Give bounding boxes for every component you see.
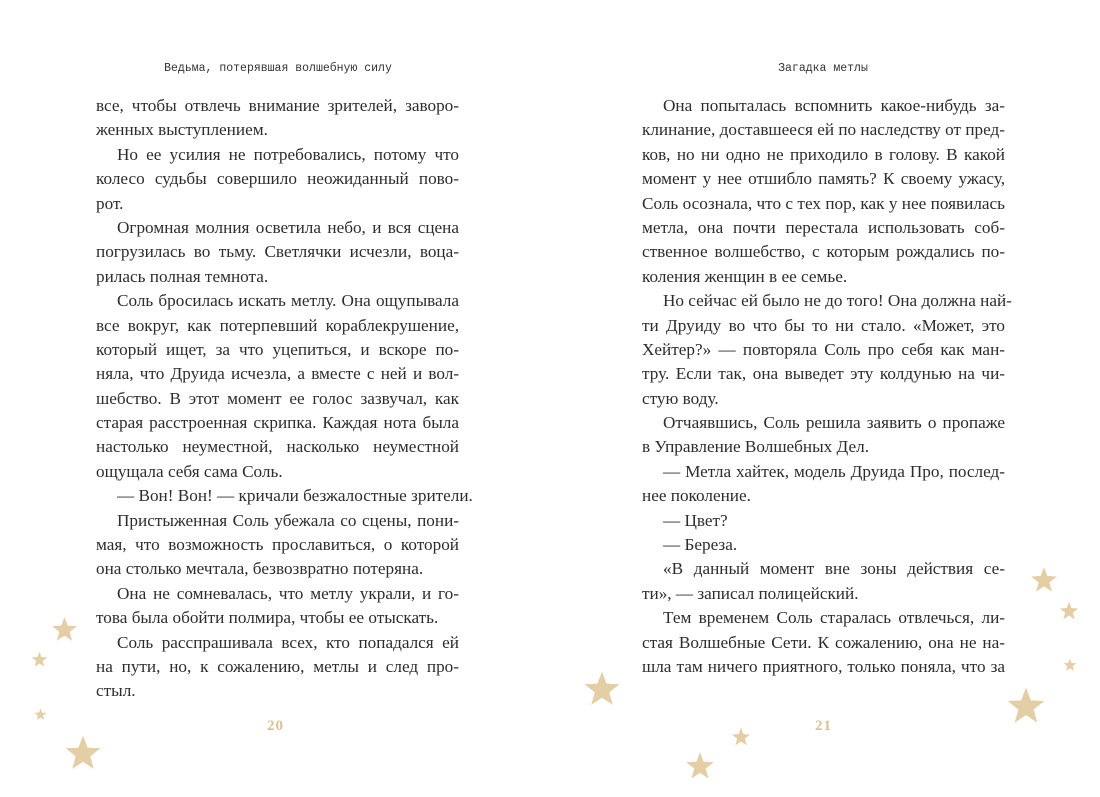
running-head-left: Ведьма, потерявшая волшебную силу: [164, 62, 392, 75]
text-line: она столько мечтала, безвозвратно потеряна.: [96, 559, 424, 579]
text-line: рот.: [96, 193, 124, 213]
text-line: — Цвет?: [663, 510, 728, 530]
text-line: — Береза.: [663, 535, 738, 555]
text-line: все вокруг, как потерпевший кораблекрушение,: [96, 315, 459, 335]
page-number-right: 21: [815, 718, 832, 734]
star-icon: [1063, 658, 1077, 672]
text-line: на пути, но, к сожалению, метлы и след про-: [96, 656, 459, 676]
page-number-left: 20: [267, 718, 284, 734]
text-line: настолько неуместной, насколько неуместной: [96, 437, 459, 457]
text-line: Соль бросилась искать метлу. Она ощупывала: [117, 291, 459, 311]
text-line: стыл.: [96, 681, 136, 701]
star-icon: [1006, 686, 1046, 726]
text-line: который ищет, за что уцепиться, и вскоре по-: [96, 339, 459, 359]
text-line: стую воду.: [642, 388, 719, 408]
text-line: Она попыталась вспомнить какое-нибудь за-: [663, 96, 1005, 115]
text-line: ков, но ни одно не приходило в голову. В какой: [642, 144, 1005, 164]
star-icon: [31, 651, 48, 668]
star-icon: [34, 708, 47, 721]
star-icon: [685, 751, 715, 781]
text-line: старая расстроенная скрипка. Каждая нота была: [96, 413, 459, 433]
text-line: ти Друиду во что бы то ни стало. «Может, это: [642, 315, 1005, 335]
text-line: нее поколение.: [642, 486, 751, 506]
text-line: ощущала себя сама Соль.: [96, 461, 283, 481]
text-line: метла, она почти перестала использовать соб-: [642, 217, 1005, 237]
star-icon: [1059, 601, 1079, 621]
text-line: Огромная молния осветила небо, и вся сцена: [117, 217, 459, 237]
star-icon: [64, 734, 102, 772]
text-line: колесо судьбы совершило неожиданный пово-: [96, 169, 459, 189]
text-line: мая, что возможность прославиться, о которой: [96, 535, 459, 555]
text-line: това была обойти полмира, чтобы ее отыскать.: [96, 608, 439, 628]
running-head-right: Загадка метлы: [778, 62, 868, 75]
text-line: момент у нее отшибло память? К своему ужасу,: [642, 169, 1005, 189]
text-line: ти», — записал полицейский.: [642, 583, 859, 603]
star-icon: [1030, 566, 1058, 594]
text-line: «В данный момент вне зоны действия се-: [663, 559, 1005, 579]
text-line: шебство. В этот момент ее голос зазвучал, как: [96, 388, 459, 408]
text-line: Соль осознала, что с тех пор, как у нее появилась: [642, 193, 1005, 213]
text-line: — Вон! Вон! — кричали безжалостные зрители.: [117, 486, 473, 506]
text-line: шла там ничего приятного, только поняла, что за: [642, 656, 1005, 676]
text-line: погрузилась во тьму. Светлячки исчезли, воца-: [96, 242, 459, 262]
text-line: Хейтер?» — повторяла Соль про себя как ман-: [642, 339, 1005, 359]
text-line: в Управление Волшебных Дел.: [642, 437, 869, 457]
text-line: коления женщин в ее семье.: [642, 266, 848, 286]
text-line: Но ее усилия не потребовались, потому что: [117, 144, 459, 164]
text-line: няла, что Друида исчезла, а вместе с ней и вол-: [96, 364, 459, 384]
text-line: Но сейчас ей было не до того! Она должна най-: [663, 291, 1012, 311]
left-page-body: [96, 94, 473, 704]
right-page-body: [642, 94, 1012, 679]
text-line: стая Волшебные Сети. К сожалению, она не на-: [642, 632, 1005, 652]
text-line: клинание, доставшееся ей по наследству от пред-: [642, 120, 1005, 140]
text-line: Соль расспрашивала всех, кто попадался ей: [117, 632, 459, 652]
star-icon: [731, 727, 751, 747]
text-line: Пристыженная Соль убежала со сцены, пони-: [117, 510, 459, 530]
text-line: все, чтобы отвлечь внимание зрителей, заворо-: [96, 96, 459, 115]
text-line: — Метла хайтек, модель Друида Про, послед-: [663, 461, 1005, 481]
text-line: Она не сомневалась, что метлу украли, и го-: [117, 583, 459, 603]
text-line: женных выступлением.: [96, 120, 268, 140]
text-line: Тем временем Соль старалась отвлечься, ли-: [663, 608, 1005, 628]
star-icon: [51, 616, 78, 643]
text-line: ственное волшебство, с которым рождались по-: [642, 242, 1005, 262]
text-line: рилась полная темнота.: [96, 266, 269, 286]
right-page: [550, 0, 1100, 797]
text-line: Отчаявшись, Соль решила заявить о пропаже: [663, 413, 1005, 433]
star-icon: [583, 670, 621, 708]
text-line: тру. Если так, она выведет эту колдунью на чи-: [642, 364, 1005, 384]
